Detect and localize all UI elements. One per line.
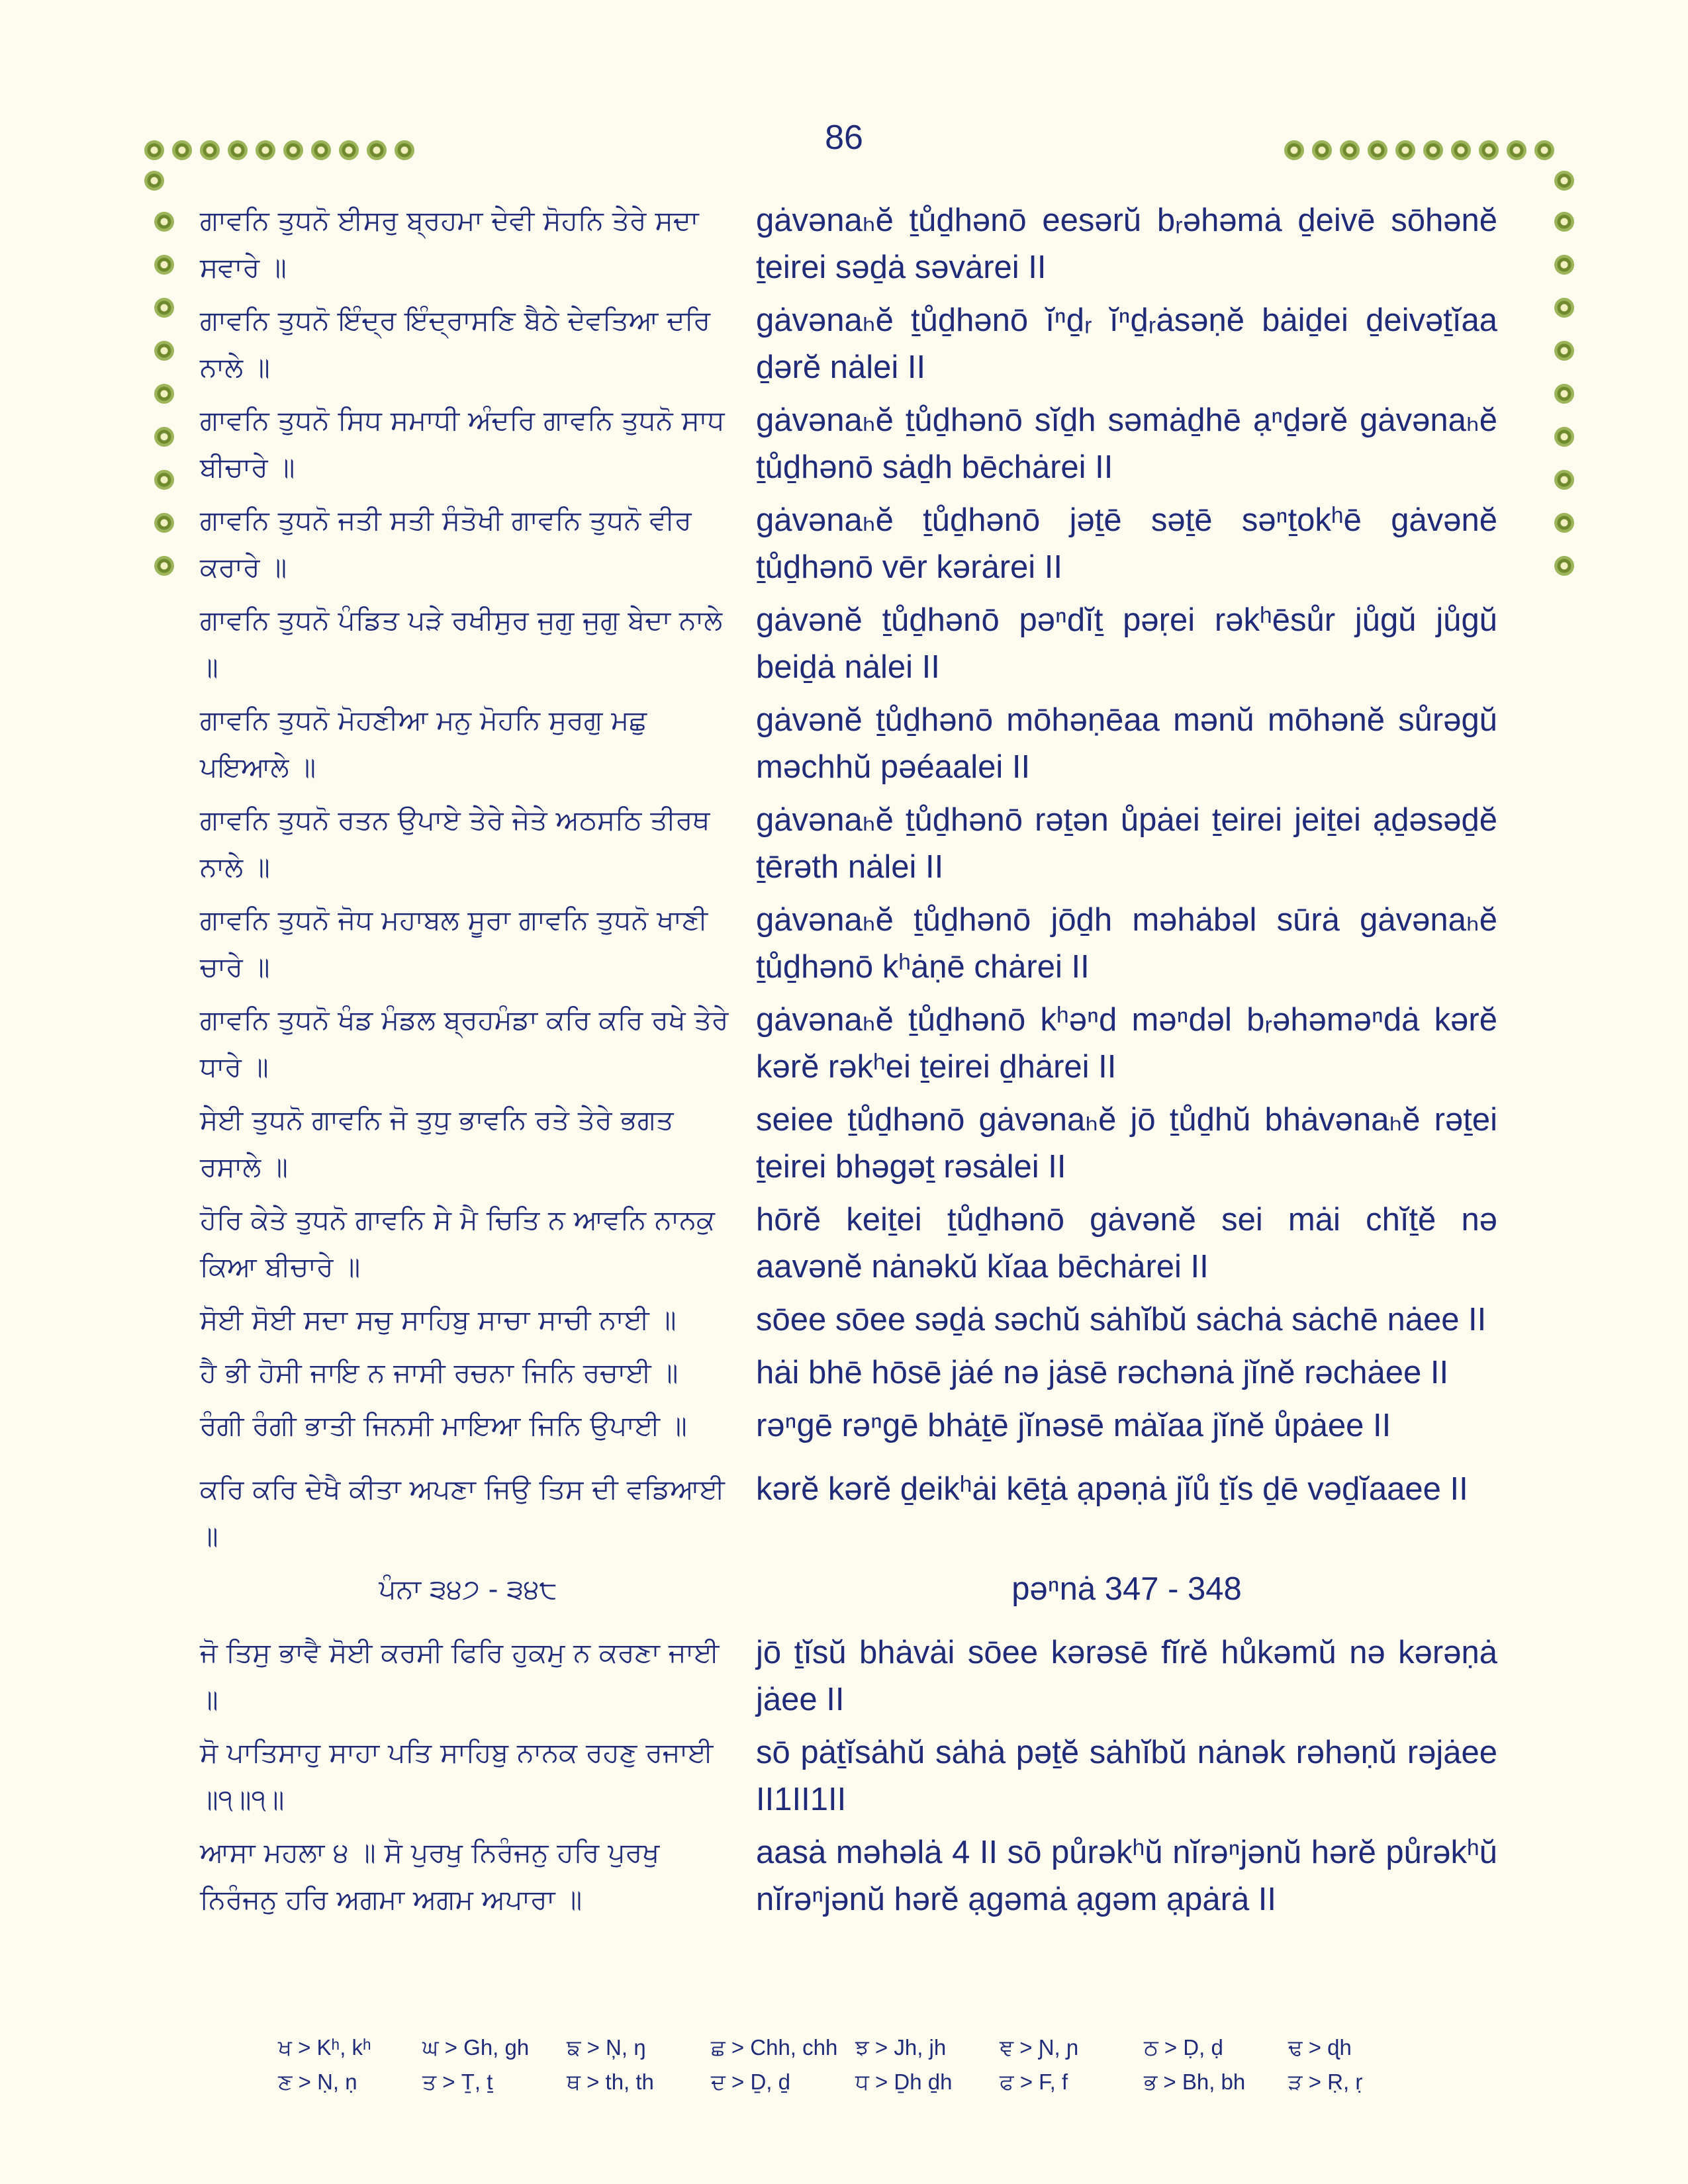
transliteration-text: kərĕ kərĕ ḏeikʰȧi kēṯȧ ạpəṇȧ jĭů ṯĭs ḏē vəḏĭaaee II	[756, 1471, 1468, 1507]
legend-item: ਙ > Ņ, ŋ	[567, 2035, 646, 2060]
legend-item: ਫ > F, f	[1000, 2070, 1068, 2094]
legend-item: ਧ > Ḏh ḏh	[855, 2070, 953, 2094]
transliteration-text: gȧvənaₕĕ ṯůḏhənō sĭḏh səmȧḏhē ạⁿḏərĕ gȧvənaₕĕ ṯůḏhənō sȧḏh bēchȧrei II	[756, 402, 1497, 485]
flower-icon	[144, 171, 164, 191]
verse-row	[200, 497, 1517, 591]
flower-icon	[172, 140, 192, 160]
flower-icon	[311, 140, 331, 160]
flower-icon	[154, 513, 174, 533]
transliteration-text: gȧvənaₕĕ ṯůḏhənō rəṯən ůpȧei ṯeirei jeiṯei ạḏəsəḏĕ ṯērəth nȧlei II	[756, 802, 1497, 885]
gurmukhi-text: ਸੋ ਪਾਤਿਸਾਹੁ ਸਾਹਾ ਪਤਿ ਸਾਹਿਬੁ ਨਾਨਕ ਰਹਣੁ ਰਜਾਈ ॥੧॥੧॥	[200, 1737, 714, 1815]
flower-icon	[154, 212, 174, 232]
gurmukhi-text: ਹੈ ਭੀ ਹੋਸੀ ਜਾਇ ਨ ਜਾਸੀ ਰਚਨਾ ਜਿਨਿ ਰਚਾਈ ॥	[200, 1357, 679, 1388]
verse-row	[200, 1197, 1517, 1291]
verse-row	[200, 1729, 1517, 1823]
gurmukhi-page-reference: ਪੰਨਾ ੩੪੭ - ੩੪੮	[379, 1573, 557, 1605]
gurmukhi-text: ਗਾਵਨਿ ਤੁਧਨੋ ਜਤੀ ਸਤੀ ਸੰਤੋਖੀ ਗਾਵਨਿ ਤੁਧਨੋ ਵੀਰ ਕਰਾਰੇ ॥	[200, 504, 692, 583]
gurmukhi-text: ਗਾਵਨਿ ਤੁਧਨੋ ਈਸਰੁ ਬ੍ਰਹਮਾ ਦੇਵੀ ਸੋਹਨਿ ਤੇਰੇ ਸਦਾ ਸਵਾਰੇ ॥	[200, 205, 699, 283]
flower-icon	[339, 140, 359, 160]
verse-row	[200, 1829, 1517, 1923]
verse-row	[200, 397, 1517, 491]
legend-item: ਥ > th, th	[567, 2070, 654, 2094]
legend-item: ਖ > Kʰ, kʰ	[278, 2035, 371, 2060]
legend-item: ਦ > Ḏ, ḏ	[711, 2070, 790, 2094]
transliteration-text: gȧvənaₕĕ ṯůḏhənō kʰəⁿd məⁿdəl bᵣəhəməⁿdȧ kərĕ kərĕ rəkʰei ṯeirei ḏhȧrei II	[756, 1002, 1497, 1085]
legend-row	[278, 2070, 1436, 2104]
gurmukhi-text: ਰੰਗੀ ਰੰਗੀ ਭਾਤੀ ਜਿਨਸੀ ਮਾਇਆ ਜਿਨਿ ਉਪਾਈ ॥	[200, 1410, 687, 1441]
flower-icon	[1554, 171, 1574, 191]
transliteration-text: sōee sōee səḏȧ səchŭ sȧhĭbŭ sȧchȧ sȧchē nȧee II	[756, 1302, 1487, 1338]
flower-icon	[1395, 140, 1415, 160]
legend-item: ਛ > Chh, chh	[711, 2035, 838, 2060]
verse-row	[200, 1402, 1517, 1449]
legend-item: ਭ > Bh, bh	[1144, 2070, 1246, 2094]
legend-item: ਝ > Jh, jh	[855, 2035, 947, 2060]
transliteration-text: jō ṯĭsŭ bhȧvȧi sōee kərəsē fĭrĕ hůkəmŭ nə kərəṇȧ jȧee II	[756, 1635, 1497, 1717]
legend-item: ੜ > Ṛ, ṛ	[1288, 2070, 1363, 2094]
verse-row	[200, 597, 1517, 691]
flower-icon	[154, 384, 174, 404]
gurmukhi-text: ਸੇਈ ਤੁਧਨੋ ਗਾਵਨਿ ਜੋ ਤੁਧੁ ਭਾਵਨਿ ਰਤੇ ਤੇਰੇ ਭਗਤ ਰਸਾਲੇ ॥	[200, 1104, 674, 1183]
verse-row	[200, 1466, 1517, 1560]
flower-icon	[154, 298, 174, 318]
legend-row	[278, 2035, 1436, 2070]
flower-icon	[154, 341, 174, 361]
flower-icon	[1554, 556, 1574, 576]
legend-item: ਞ > Ɲ, ɲ	[1000, 2035, 1079, 2060]
transliteration-text: gȧvənĕ ṯůḏhənō pəⁿdĭṯ pəṛei rəkʰēsůr jůgŭ jůgŭ beiḏȧ nȧlei II	[756, 602, 1497, 685]
verse-table	[200, 197, 1517, 1929]
legend-item: ਣ > Ṇ, ṇ	[278, 2070, 357, 2094]
transliteration-legend	[278, 2035, 1436, 2104]
transliteration-text: hōrĕ keiṯei ṯůḏhənō gȧvənĕ sei mȧi chĭṯĕ nə aavənĕ nȧnəkŭ kĭaa bēchȧrei II	[756, 1202, 1497, 1285]
transliteration-text: sō pȧṯĭsȧhŭ sȧhȧ pəṯĕ sȧhĭbŭ nȧnək rəhəṇŭ rəjȧee II1II1II	[756, 1735, 1497, 1817]
gurmukhi-text: ਗਾਵਨਿ ਤੁਧਨੋ ਖੰਡ ਮੰਡਲ ਬ੍ਰਹਮੰਡਾ ਕਰਿ ਕਰਿ ਰਖੇ ਤੇਰੇ ਧਾਰੇ ॥	[200, 1004, 729, 1083]
flower-icon	[1312, 140, 1332, 160]
flower-icon	[367, 140, 387, 160]
verse-row	[200, 1629, 1517, 1723]
transliteration-text: hȧi bhē hōsē jȧé nə jȧsē rəchənȧ jĭnĕ rəchȧee II	[756, 1355, 1449, 1390]
verse-row	[200, 897, 1517, 991]
transliteration-text: aasȧ məhəlȧ 4 II sō půrəkʰŭ nĭrəⁿjənŭ hərĕ půrəkʰŭ nĭrəⁿjənŭ hərĕ ạgəmȧ ạgəm ạpȧrȧ II	[756, 1835, 1497, 1917]
gurmukhi-text: ਗਾਵਨਿ ਤੁਧਨੋ ਸਿਧ ਸਮਾਧੀ ਅੰਦਰਿ ਗਾਵਨਿ ਤੁਧਨੋ ਸਾਧ ਬੀਚਾਰੇ ॥	[200, 404, 725, 483]
gurmukhi-text: ਗਾਵਨਿ ਤੁਧਨੋ ਜੋਧ ਮਹਾਬਲ ਸੂਰਾ ਗਾਵਨਿ ਤੁਧਨੋ ਖਾਣੀ ਚਾਰੇ ॥	[200, 904, 708, 983]
transliteration-text: rəⁿgē rəⁿgē bhȧṯē jĭnəsē mȧĭaa jĭnĕ ůpȧee II	[756, 1408, 1391, 1443]
gurmukhi-text: ਕਰਿ ਕਰਿ ਦੇਖੈ ਕੀਤਾ ਅਪਣਾ ਜਿਉ ਤਿਸ ਦੀ ਵਡਿਆਈ ॥	[200, 1473, 725, 1552]
flower-icon	[1507, 140, 1526, 160]
flower-icon	[395, 140, 414, 160]
flower-icon	[144, 140, 164, 160]
verse-row	[200, 997, 1517, 1091]
gurmukhi-text: ਆਸਾ ਮਹਲਾ ੪ ॥ ਸੋ ਪੁਰਖੁ ਨਿਰੰਜਨੁ ਹਰਿ ਪੁਰਖੁ ਨਿਰੰਜਨੁ ਹਰਿ ਅਗਮਾ ਅਗਮ ਅਪਾਰਾ ॥	[200, 1837, 660, 1915]
transliteration-text: gȧvənaₕĕ ṯůḏhənō ĭⁿḏᵣ ĭⁿḏᵣȧsəṇĕ bȧiḏei ḏeivəṯĭaa ḏərĕ nȧlei II	[756, 302, 1497, 385]
page-reference-row	[200, 1566, 1517, 1613]
verse-row	[200, 697, 1517, 791]
flower-icon	[1534, 140, 1554, 160]
flower-icon	[256, 140, 275, 160]
flower-icon	[1554, 470, 1574, 490]
flower-icon	[1479, 140, 1499, 160]
flower-icon	[154, 255, 174, 275]
verse-row	[200, 297, 1517, 391]
flower-icon	[200, 140, 220, 160]
transliteration-text: gȧvənaₕĕ ṯůḏhənō jəṯē səṯē səⁿṯokʰē gȧvənĕ ṯůḏhənō vēr kərȧrei II	[756, 502, 1497, 585]
verse-row	[200, 197, 1517, 291]
flower-icon	[283, 140, 303, 160]
verse-row	[200, 1349, 1517, 1396]
transliteration-page-reference: pəⁿnȧ 347 - 348	[1011, 1571, 1242, 1607]
transliteration-text: gȧvənaₕĕ ṯůḏhənō jōḏh məhȧbəl sūrȧ gȧvənaₕĕ ṯůḏhənō kʰȧṇē chȧrei II	[756, 902, 1497, 985]
transliteration-text: seiee ṯůḏhənō gȧvənaₕĕ jō ṯůḏhŭ bhȧvənaₕĕ rəṯei ṯeirei bhəgəṯ rəsȧlei II	[756, 1102, 1497, 1185]
flower-icon	[228, 140, 248, 160]
flower-icon	[1554, 212, 1574, 232]
gurmukhi-text: ਜੋ ਤਿਸੁ ਭਾਵੈ ਸੋਈ ਕਰਸੀ ਫਿਰਿ ਹੁਕਮੁ ਨ ਕਰਣਾ ਜਾਈ ॥	[200, 1637, 720, 1715]
legend-item: ਠ > Ḍ, ḍ	[1144, 2035, 1223, 2060]
gurmukhi-text: ਸੋਈ ਸੋਈ ਸਦਾ ਸਚੁ ਸਾਹਿਬੁ ਸਾਚਾ ਸਾਚੀ ਨਾਈ ॥	[200, 1304, 677, 1336]
flower-icon	[1451, 140, 1471, 160]
page-number: 86	[825, 118, 863, 157]
flower-icon	[154, 470, 174, 490]
flower-icon	[1554, 513, 1574, 533]
gurmukhi-text: ਗਾਵਨਿ ਤੁਧਨੋ ਰਤਨ ਉਪਾਏ ਤੇਰੇ ਜੇਤੇ ਅਠਸਠਿ ਤੀਰਥ ਨਾਲੇ ॥	[200, 804, 710, 883]
legend-item: ਘ > Gh, gh	[422, 2035, 530, 2060]
flower-icon	[1554, 384, 1574, 404]
flower-icon	[1368, 140, 1387, 160]
transliteration-text: gȧvənaₕĕ ṯůḏhənō eesərŭ bᵣəhəmȧ ḏeivē sōhənĕ ṯeirei səḏȧ səvȧrei II	[756, 203, 1497, 285]
legend-item: ਢ > ɖh	[1288, 2035, 1352, 2060]
flower-icon	[1554, 255, 1574, 275]
flower-icon	[1554, 341, 1574, 361]
gurmukhi-text: ਗਾਵਨਿ ਤੁਧਨੋ ਮੋਹਣੀਆ ਮਨੁ ਮੋਹਨਿ ਸੁਰਗੁ ਮਛੁ ਪਇਆਲੇ ॥	[200, 704, 647, 783]
flower-icon	[154, 556, 174, 576]
gurmukhi-text: ਹੋਰਿ ਕੇਤੇ ਤੁਧਨੋ ਗਾਵਨਿ ਸੇ ਮੈ ਚਿਤਿ ਨ ਆਵਨਿ ਨਾਨਕੁ ਕਿਆ ਬੀਚਾਰੇ ॥	[200, 1204, 715, 1283]
flower-icon	[1423, 140, 1443, 160]
flower-icon	[1284, 140, 1304, 160]
transliteration-text: gȧvənĕ ṯůḏhənō mōhəṇēaa mənŭ mōhənĕ sůrəgŭ məchhŭ pəéaalei II	[756, 702, 1497, 785]
verse-row	[200, 797, 1517, 891]
legend-item: ਤ > Ṯ, ṯ	[422, 2070, 493, 2094]
gurmukhi-text: ਗਾਵਨਿ ਤੁਧਨੋ ਇੰਦ੍ਰ ਇੰਦ੍ਰਾਸਣਿ ਬੈਠੇ ਦੇਵਤਿਆ ਦਰਿ ਨਾਲੇ ॥	[200, 304, 711, 383]
gurmukhi-text: ਗਾਵਨਿ ਤੁਧਨੋ ਪੰਡਿਤ ਪੜੇ ਰਖੀਸੁਰ ਜੁਗੁ ਜੁਗੁ ਬੇਦਾ ਨਾਲੇ ॥	[200, 604, 723, 683]
verse-row	[200, 1097, 1517, 1191]
flower-icon	[1554, 427, 1574, 447]
flower-icon	[154, 427, 174, 447]
flower-icon	[1340, 140, 1360, 160]
flower-icon	[1554, 298, 1574, 318]
verse-row	[200, 1297, 1517, 1343]
